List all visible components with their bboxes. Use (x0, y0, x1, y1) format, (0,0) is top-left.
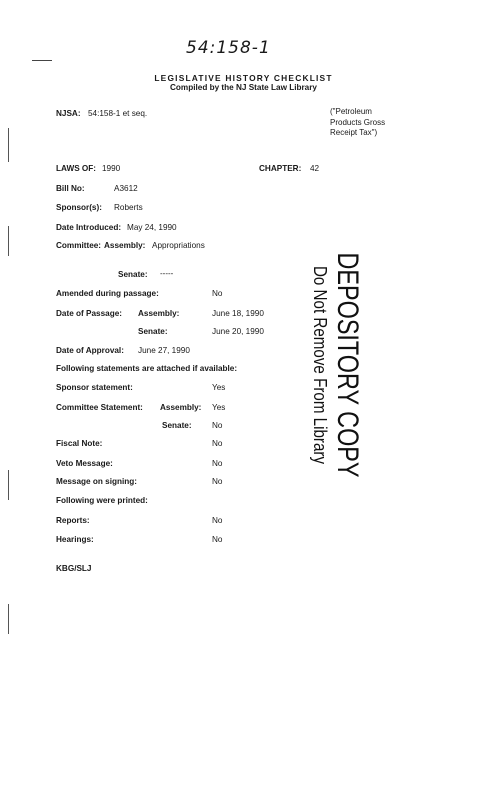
scan-dash-mark (32, 60, 52, 61)
printed-heading: Following were printed: (56, 496, 148, 505)
passage-assembly-value: June 18, 1990 (212, 309, 264, 318)
date-introduced-value: May 24, 1990 (127, 223, 177, 232)
sponsor-statement-value: Yes (212, 383, 226, 392)
committee-assembly-value: Appropriations (152, 241, 205, 250)
sponsors-value: Roberts (114, 203, 143, 212)
bill-no-label: Bill No: (56, 184, 85, 193)
initials: KBG/SLJ (56, 564, 92, 573)
message-on-signing-value: No (212, 477, 223, 486)
amended-label: Amended during passage: (56, 289, 159, 298)
depository-stamp (309, 221, 363, 509)
passage-senate-value: June 20, 1990 (212, 327, 264, 336)
attached-statements-heading: Following statements are attached if available: (56, 364, 238, 373)
committee-senate-label: Senate: (118, 270, 148, 279)
committee-label: Committee: (56, 241, 102, 250)
short-title-note (330, 107, 385, 139)
passage-assembly-label: Assembly: (138, 309, 180, 318)
date-of-passage-label: Date of Passage: (56, 309, 122, 318)
date-introduced-label: Date Introduced: (56, 223, 122, 232)
amended-value: No (212, 289, 223, 298)
njsa-label: NJSA: (56, 109, 81, 118)
date-of-approval-value: June 27, 1990 (138, 346, 190, 355)
hearings-value: No (212, 535, 223, 544)
reports-value: No (212, 516, 223, 525)
committee-statement-label: Committee Statement: (56, 403, 143, 412)
short-title-line: Products Gross (330, 117, 386, 127)
chapter-label: CHAPTER: (259, 164, 302, 173)
scan-margin-mark (8, 470, 9, 500)
scan-margin-mark (8, 226, 9, 256)
short-title-line: Receipt Tax") (330, 128, 378, 137)
veto-message-label: Veto Message: (56, 459, 113, 468)
fiscal-note-value: No (212, 439, 223, 448)
short-title-line: ("Petroleum (330, 107, 372, 116)
handwritten-section-number: 54:158-1 (186, 38, 271, 58)
page-subtitle: Compiled by the NJ State Law Library (170, 83, 317, 92)
njsa-value: 54:158-1 et seq. (88, 109, 148, 118)
committee-senate-value: ----- (160, 269, 174, 278)
committee-assembly-label: Assembly: (104, 241, 146, 250)
passage-senate-label: Senate: (138, 327, 168, 336)
committee-statement-senate-value: No (212, 421, 223, 430)
laws-of-value: 1990 (102, 164, 121, 173)
veto-message-value: No (212, 459, 223, 468)
committee-statement-assembly-label: Assembly: (160, 403, 202, 412)
message-on-signing-label: Message on signing: (56, 477, 137, 486)
reports-label: Reports: (56, 516, 90, 525)
stamp-line-depository-copy: DEPOSITORY COPY (331, 252, 364, 478)
hearings-label: Hearings: (56, 535, 94, 544)
laws-of-label: LAWS OF: (56, 164, 97, 173)
chapter-value: 42 (310, 164, 320, 173)
scan-margin-mark (8, 128, 9, 162)
sponsor-statement-label: Sponsor statement: (56, 383, 133, 392)
bill-no-value: A3612 (114, 184, 138, 193)
page-title: LEGISLATIVE HISTORY CHECKLIST (154, 73, 333, 83)
committee-statement-senate-label: Senate: (162, 421, 192, 430)
scan-margin-mark (8, 604, 9, 634)
stamp-line-do-not-remove: Do Not Remove From Library (310, 265, 331, 465)
fiscal-note-label: Fiscal Note: (56, 439, 103, 448)
date-of-approval-label: Date of Approval: (56, 346, 124, 355)
sponsors-label: Sponsor(s): (56, 203, 102, 212)
committee-statement-assembly-value: Yes (212, 403, 226, 412)
